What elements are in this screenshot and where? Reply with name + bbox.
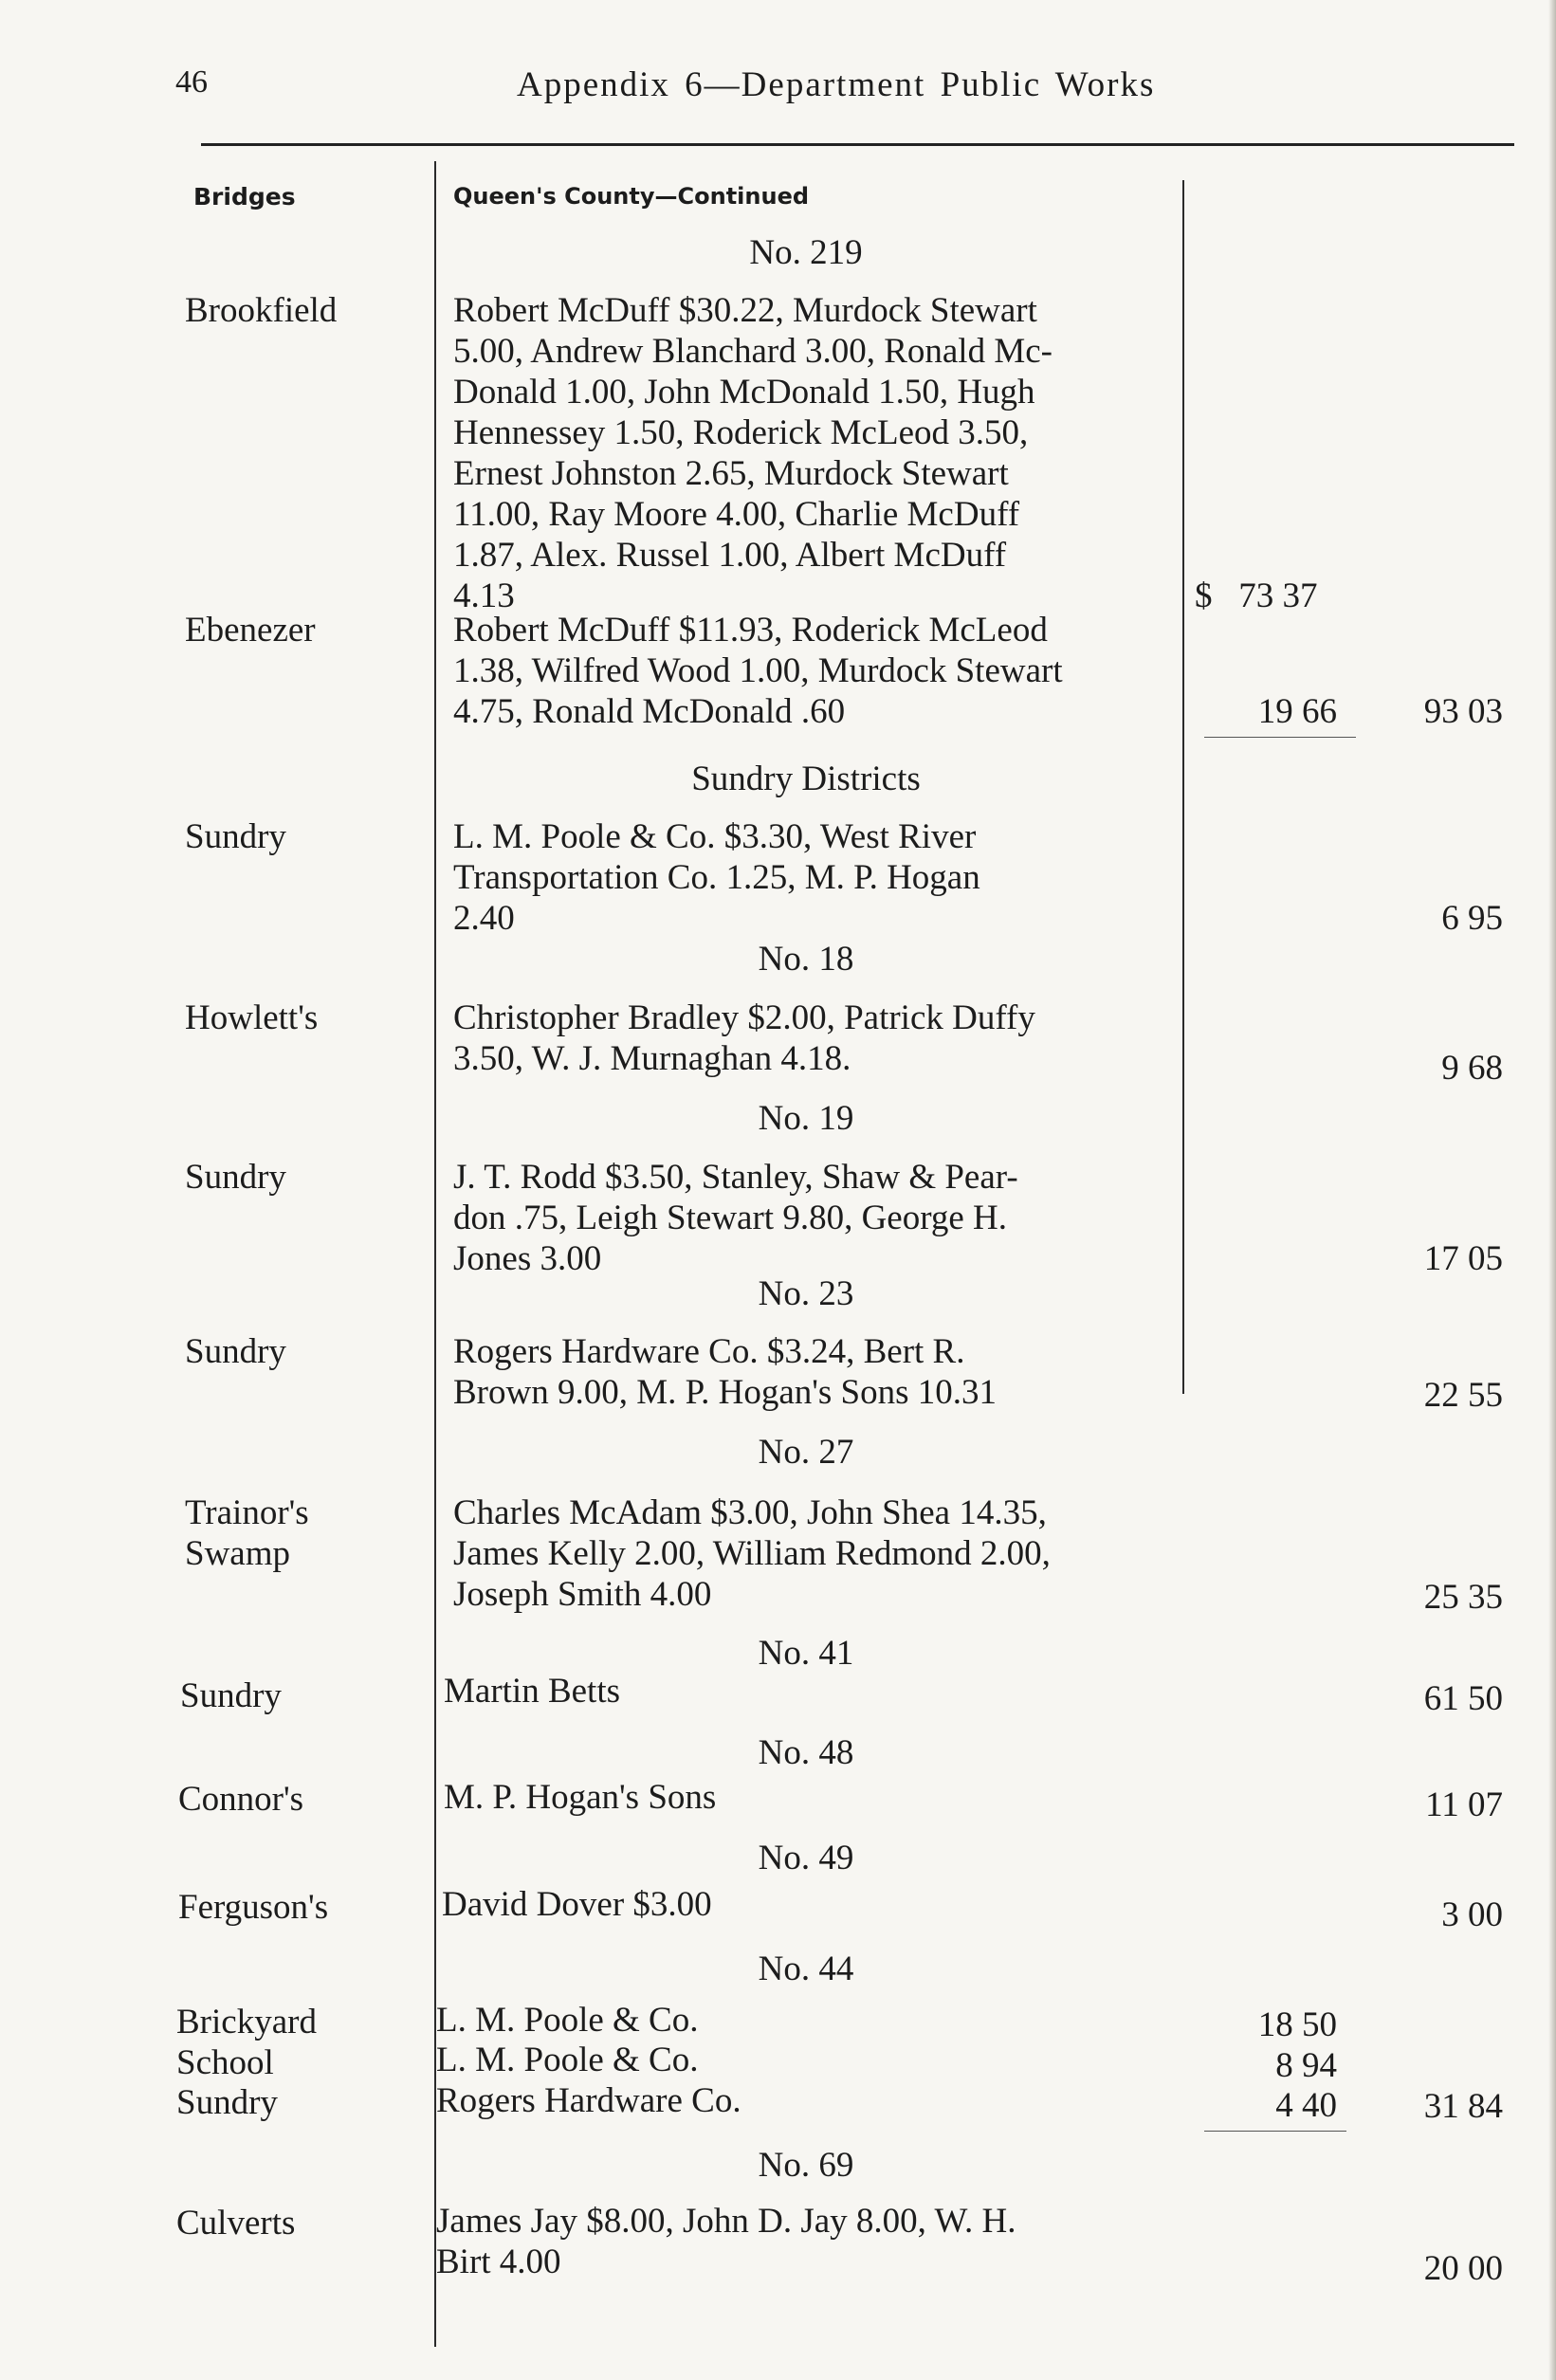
subtotal: 3 00 bbox=[1441, 1895, 1503, 1934]
payees: David Dover $3.00 bbox=[442, 1885, 712, 1924]
payees: Martin Betts bbox=[444, 1672, 621, 1711]
amount: 19 66 bbox=[1257, 692, 1337, 731]
subtotal: 93 03 bbox=[1423, 692, 1503, 731]
payees: Rogers Hardware Co. bbox=[436, 2081, 741, 2120]
section-heading: No. 19 bbox=[758, 1099, 854, 1138]
payees: Robert McDuff $11.93, Roderick McLeod 1.38, Wilfred Wood 1.00, Murdock Stewart 4.75, Ronald McDonald .60 bbox=[453, 611, 1063, 731]
bridge-name: Sundry bbox=[185, 817, 286, 856]
payees: Robert McDuff $30.22, Murdock Stewart 5.00, Andrew Blanchard 3.00, Ronald Mc- Donald 1.00, John McDonald 1.50, Hugh Hennessey 1.50, Roderick McLeod 3.50, Ernest Johnston 2.65, Murdock Stewart 11.00, Ray Moore 4.00, Charlie McDuff 1.87, Alex. Russel 1.00, Albert McDuff 4.13 bbox=[453, 291, 1053, 615]
payees: Christopher Bradley $2.00, Patrick Duffy 3.50, W. J. Murnaghan 4.18. bbox=[453, 998, 1035, 1078]
bridge-name: Brickyard bbox=[176, 2003, 317, 2041]
payees: Rogers Hardware Co. $3.24, Bert R. Brown 9.00, M. P. Hogan's Sons 10.31 bbox=[453, 1332, 998, 1412]
bridge-name: Ebenezer bbox=[185, 611, 316, 650]
section-heading: No. 18 bbox=[758, 940, 854, 979]
bridge-name: Brookfield bbox=[185, 291, 338, 330]
section-heading: No. 48 bbox=[758, 1733, 854, 1772]
subtotal: 6 95 bbox=[1441, 899, 1503, 938]
bridge-name: Connor's bbox=[178, 1780, 304, 1819]
header-rule bbox=[201, 143, 1514, 146]
payees: Charles McAdam $3.00, John Shea 14.35, James Kelly 2.00, William Redmond 2.00, Joseph Smith 4.00 bbox=[453, 1493, 1051, 1614]
section-heading: No. 44 bbox=[758, 1950, 854, 1988]
bridge-name: Sundry bbox=[180, 1676, 282, 1715]
bridge-name: Sundry bbox=[185, 1332, 286, 1371]
page-number: 46 bbox=[175, 64, 208, 100]
county-column-header: Queen's County—Continued bbox=[453, 183, 810, 210]
subtotal: 17 05 bbox=[1423, 1239, 1503, 1278]
subtotal: 25 35 bbox=[1423, 1578, 1503, 1617]
subtotal: 9 68 bbox=[1441, 1049, 1503, 1088]
bridge-name: Ferguson's bbox=[178, 1888, 329, 1927]
sum-rule bbox=[1204, 737, 1356, 738]
amount: $ 73 37 bbox=[1195, 577, 1318, 615]
section-heading: No. 69 bbox=[758, 2146, 854, 2185]
section-heading: Sundry Districts bbox=[691, 760, 921, 798]
payees: L. M. Poole & Co. $3.30, West River Transportation Co. 1.25, M. P. Hogan 2.40 bbox=[453, 817, 980, 938]
payees: M. P. Hogan's Sons bbox=[444, 1778, 717, 1817]
running-title: Appendix 6—Department Public Works bbox=[517, 65, 1156, 104]
payees: James Jay $8.00, John D. Jay 8.00, W. H. Birt 4.00 bbox=[436, 2202, 1016, 2281]
subtotal: 11 07 bbox=[1425, 1785, 1503, 1824]
bridges-column-header: Bridges bbox=[193, 183, 296, 211]
subtotal: 22 55 bbox=[1423, 1376, 1503, 1415]
subtotal: 20 00 bbox=[1423, 2249, 1503, 2288]
payees: L. M. Poole & Co. bbox=[436, 2001, 699, 2040]
amount: 18 50 bbox=[1257, 2005, 1337, 2044]
sum-rule bbox=[1204, 2131, 1346, 2132]
subtotal: 31 84 bbox=[1423, 2087, 1503, 2126]
bridge-name: Sundry bbox=[185, 1158, 286, 1197]
amount: 8 94 bbox=[1275, 2046, 1337, 2085]
bridge-name: Trainor's Swamp bbox=[185, 1493, 309, 1573]
payees: L. M. Poole & Co. bbox=[436, 2041, 699, 2079]
section-heading: No. 41 bbox=[758, 1634, 854, 1673]
subtotal: 61 50 bbox=[1423, 1679, 1503, 1718]
amount: 4 40 bbox=[1275, 2086, 1337, 2125]
bridge-name: School bbox=[176, 2043, 274, 2082]
page-header bbox=[175, 64, 1522, 121]
bridge-name: Sundry bbox=[176, 2083, 278, 2122]
bridge-name: Culverts bbox=[176, 2204, 296, 2243]
column-divider-right bbox=[1182, 180, 1184, 1394]
page-edge-shadow bbox=[1548, 0, 1556, 2380]
bridge-name: Howlett's bbox=[185, 998, 319, 1037]
section-heading: No. 27 bbox=[758, 1433, 854, 1472]
section-heading: No. 219 bbox=[749, 233, 863, 272]
payees: J. T. Rodd $3.50, Stanley, Shaw & Pear- don .75, Leigh Stewart 9.80, George H. Jones 3.00 bbox=[453, 1158, 1018, 1278]
section-heading: No. 49 bbox=[758, 1839, 854, 1877]
section-heading: No. 23 bbox=[758, 1274, 854, 1313]
